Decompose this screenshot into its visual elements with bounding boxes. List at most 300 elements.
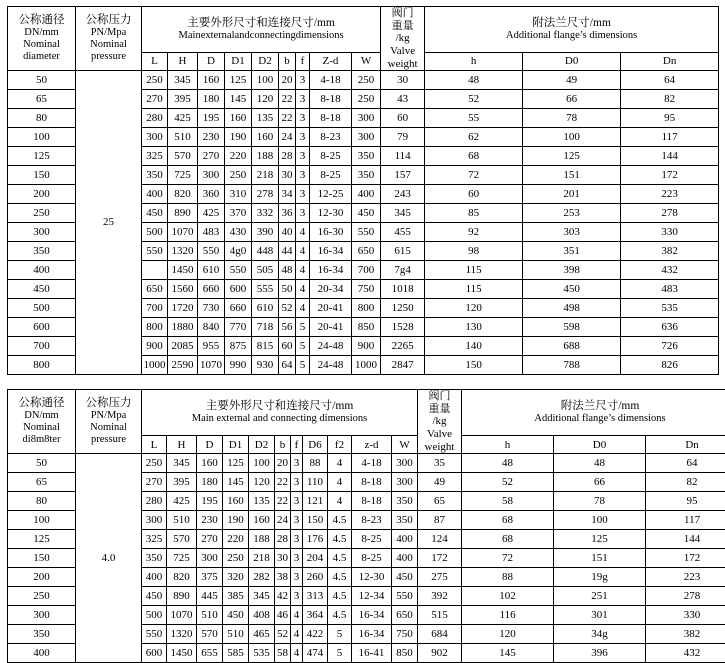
cell-W: 1000 — [352, 356, 381, 375]
cell-L: 250 — [142, 454, 167, 473]
cell-b: 22 — [275, 473, 291, 492]
cell-H: 820 — [167, 568, 197, 587]
cell-D6: 110 — [303, 473, 328, 492]
cell-D: 655 — [197, 644, 223, 663]
cell-b: 20 — [279, 71, 296, 90]
header-pn-cn: 公称压力 — [76, 14, 141, 27]
cell-weight: 275 — [418, 568, 462, 587]
header-dn-cn: 公称通径 — [8, 397, 75, 410]
cell-D1: 125 — [223, 454, 249, 473]
cell-D2: 448 — [252, 242, 279, 261]
cell-D0: 396 — [554, 644, 646, 663]
cell-f: 3 — [296, 204, 310, 223]
cell-L: 280 — [142, 492, 167, 511]
cell-L: 400 — [142, 568, 167, 587]
cell-D6: 121 — [303, 492, 328, 511]
cell-Dn: 382 — [646, 625, 725, 644]
cell-L: 600 — [142, 644, 167, 663]
cell-L: 450 — [142, 204, 168, 223]
cell-D: 483 — [198, 223, 225, 242]
cell-f2: 4 — [328, 454, 352, 473]
cell-b: 24 — [275, 511, 291, 530]
cell-h: 140 — [425, 337, 523, 356]
cell-D1: 385 — [223, 587, 249, 606]
cell-h: 98 — [425, 242, 523, 261]
cell-zd: 12-30 — [352, 568, 392, 587]
cell-Dn: 82 — [621, 90, 719, 109]
cell-h: 68 — [425, 147, 523, 166]
cell-D: 160 — [198, 71, 225, 90]
header-pn-en1: Nominal — [76, 422, 141, 434]
cell-D: 230 — [197, 511, 223, 530]
cell-b: 42 — [275, 587, 291, 606]
cell-H: 1450 — [168, 261, 198, 280]
cell-Dn: 64 — [621, 71, 719, 90]
cell-L: 270 — [142, 473, 167, 492]
cell-f: 4 — [296, 280, 310, 299]
cell-weight: 35 — [418, 454, 462, 473]
header-valve-weight — [381, 7, 425, 71]
cell-D1: 600 — [225, 280, 252, 299]
col-f: f — [291, 436, 303, 454]
table-row — [8, 71, 719, 90]
cell-D2: 930 — [252, 356, 279, 375]
cell-D1: 125 — [225, 71, 252, 90]
cell-D: 270 — [197, 530, 223, 549]
cell-D1: 875 — [225, 337, 252, 356]
cell-H: 725 — [167, 549, 197, 568]
cell-zd: 8-18 — [352, 473, 392, 492]
cell-D2: 345 — [249, 587, 275, 606]
cell-D6: 204 — [303, 549, 328, 568]
cell-D2: 332 — [252, 204, 279, 223]
cell-W: 400 — [352, 185, 381, 204]
cell-weight: 902 — [418, 644, 462, 663]
cell-zd: 16-34 — [352, 606, 392, 625]
cell-L: 250 — [142, 71, 168, 90]
cell-D: 840 — [198, 318, 225, 337]
cell-h: 92 — [425, 223, 523, 242]
cell-D1: 4g0 — [225, 242, 252, 261]
cell-zd: 8-18 — [352, 492, 392, 511]
cell-D2: 218 — [249, 549, 275, 568]
col-D: D — [197, 436, 223, 454]
cell-dn: 350 — [8, 242, 76, 261]
cell-f2: 5 — [328, 644, 352, 663]
cell-dn: 150 — [8, 166, 76, 185]
cell-D0: 351 — [523, 242, 621, 261]
cell-D6: 474 — [303, 644, 328, 663]
header-main-cn: 主要外形尺寸和连接尺寸/mm — [142, 17, 380, 30]
cell-D0: 100 — [523, 128, 621, 147]
cell-D0: 48 — [554, 454, 646, 473]
cell-zd: 16-30 — [310, 223, 352, 242]
cell-W: 800 — [352, 299, 381, 318]
cell-f: 3 — [296, 147, 310, 166]
cell-weight: 172 — [418, 549, 462, 568]
cell-D0: 151 — [554, 549, 646, 568]
col-D2: D2 — [252, 53, 279, 71]
cell-b: 56 — [279, 318, 296, 337]
cell-dn: 150 — [8, 549, 76, 568]
cell-D1: 160 — [225, 109, 252, 128]
cell-H: 1560 — [168, 280, 198, 299]
cell-D: 160 — [197, 454, 223, 473]
header-weight-en1: Valve — [418, 428, 461, 441]
col-D0: D0 — [554, 436, 646, 454]
cell-D2: 100 — [249, 454, 275, 473]
cell-D0: 251 — [554, 587, 646, 606]
cell-Dn: 172 — [646, 549, 725, 568]
cell-D1: 430 — [225, 223, 252, 242]
header-main-dimensions — [142, 7, 381, 53]
cell-D: 375 — [197, 568, 223, 587]
cell-f: 3 — [291, 568, 303, 587]
header-main-cn: 主要外形尺寸和连接尺寸/mm — [142, 400, 417, 413]
cell-D1: 450 — [223, 606, 249, 625]
cell-D0: 78 — [554, 492, 646, 511]
cell-L: 400 — [142, 185, 168, 204]
cell-f: 3 — [296, 109, 310, 128]
cell-D2: 718 — [252, 318, 279, 337]
cell-zd: 16-34 — [352, 625, 392, 644]
cell-L: 325 — [142, 147, 168, 166]
cell-zd: 8-25 — [310, 166, 352, 185]
cell-dn: 200 — [8, 185, 76, 204]
header-dn-en1: Nominal — [8, 422, 75, 434]
cell-b: 30 — [279, 166, 296, 185]
cell-L: 350 — [142, 166, 168, 185]
cell-zd: 24-48 — [310, 356, 352, 375]
cell-h: 120 — [425, 299, 523, 318]
cell-h: 145 — [462, 644, 554, 663]
cell-weight: 7g4 — [381, 261, 425, 280]
col-L: L — [142, 53, 168, 71]
cell-zd: 4-18 — [310, 71, 352, 90]
col-zd: z-d — [352, 436, 392, 454]
header-flange-cn: 附法兰尺寸/mm — [462, 400, 725, 413]
col-H: H — [168, 53, 198, 71]
cell-b: 52 — [275, 625, 291, 644]
cell-Dn: 330 — [621, 223, 719, 242]
cell-D1: 320 — [223, 568, 249, 587]
header-nominal-pressure — [76, 390, 142, 454]
cell-h: 55 — [425, 109, 523, 128]
cell-f: 4 — [296, 242, 310, 261]
cell-weight: 114 — [381, 147, 425, 166]
cell-dn: 250 — [8, 204, 76, 223]
cell-D: 570 — [197, 625, 223, 644]
cell-dn: 500 — [8, 299, 76, 318]
cell-W: 400 — [392, 530, 418, 549]
cell-L — [142, 261, 168, 280]
valve-dimensions-table-pn40 — [7, 389, 725, 663]
header-main-en: Main external and connecting dimensions — [142, 413, 417, 425]
cell-b: 50 — [279, 280, 296, 299]
header-dn-unit: DN/mm — [8, 410, 75, 422]
cell-D1: 250 — [225, 166, 252, 185]
cell-Dn: 483 — [621, 280, 719, 299]
cell-nominal-pressure: 25 — [76, 71, 142, 375]
header-pn-unit: PN/Mpa — [76, 27, 141, 39]
cell-D2: 120 — [249, 473, 275, 492]
cell-D: 180 — [197, 473, 223, 492]
cell-H: 1880 — [168, 318, 198, 337]
cell-zd: 16-34 — [310, 261, 352, 280]
cell-D: 195 — [198, 109, 225, 128]
cell-L: 300 — [142, 511, 167, 530]
cell-b: 28 — [275, 530, 291, 549]
cell-dn: 100 — [8, 511, 76, 530]
cell-f: 3 — [291, 549, 303, 568]
header-pn-en2: pressure — [76, 51, 141, 63]
cell-D2: 188 — [252, 147, 279, 166]
header-nominal-pressure — [76, 7, 142, 71]
cell-L: 700 — [142, 299, 168, 318]
cell-D: 425 — [198, 204, 225, 223]
cell-W: 750 — [352, 280, 381, 299]
cell-h: 68 — [462, 511, 554, 530]
cell-dn: 300 — [8, 223, 76, 242]
cell-D0: 598 — [523, 318, 621, 337]
cell-D1: 510 — [223, 625, 249, 644]
cell-b: 38 — [275, 568, 291, 587]
cell-W: 650 — [392, 606, 418, 625]
cell-D: 730 — [198, 299, 225, 318]
cell-D6: 88 — [303, 454, 328, 473]
cell-b: 46 — [275, 606, 291, 625]
cell-dn: 65 — [8, 473, 76, 492]
cell-h: 72 — [425, 166, 523, 185]
header-main-dimensions — [142, 390, 418, 436]
cell-h: 48 — [425, 71, 523, 90]
cell-L: 500 — [142, 606, 167, 625]
cell-Dn: 726 — [621, 337, 719, 356]
cell-f: 5 — [296, 318, 310, 337]
cell-L: 350 — [142, 549, 167, 568]
cell-f: 3 — [291, 454, 303, 473]
cell-Dn: 95 — [646, 492, 725, 511]
cell-H: 890 — [167, 587, 197, 606]
cell-D2: 282 — [249, 568, 275, 587]
cell-D: 195 — [197, 492, 223, 511]
cell-W: 300 — [392, 454, 418, 473]
cell-D: 230 — [198, 128, 225, 147]
cell-zd: 16-41 — [352, 644, 392, 663]
cell-D2: 555 — [252, 280, 279, 299]
cell-f2: 4.5 — [328, 606, 352, 625]
cell-Dn: 432 — [621, 261, 719, 280]
cell-f: 5 — [296, 337, 310, 356]
cell-weight: 49 — [418, 473, 462, 492]
cell-H: 1320 — [167, 625, 197, 644]
cell-weight: 243 — [381, 185, 425, 204]
cell-H: 2085 — [168, 337, 198, 356]
cell-b: 44 — [279, 242, 296, 261]
cell-D: 300 — [198, 166, 225, 185]
cell-D: 300 — [197, 549, 223, 568]
cell-W: 350 — [392, 492, 418, 511]
cell-f: 5 — [296, 356, 310, 375]
col-D: D — [198, 53, 225, 71]
cell-D0: 688 — [523, 337, 621, 356]
cell-b: 30 — [275, 549, 291, 568]
cell-D1: 190 — [225, 128, 252, 147]
table-header-row — [8, 7, 719, 53]
cell-h: 120 — [462, 625, 554, 644]
header-main-en: Mainexternalandconnectingdimensions — [142, 30, 380, 42]
cell-D0: 253 — [523, 204, 621, 223]
cell-b: 20 — [275, 454, 291, 473]
cell-D: 550 — [198, 242, 225, 261]
cell-dn: 125 — [8, 530, 76, 549]
header-weight-unit: /kg — [418, 415, 461, 428]
cell-D2: 610 — [252, 299, 279, 318]
cell-dn: 300 — [8, 606, 76, 625]
cell-D6: 260 — [303, 568, 328, 587]
cell-weight: 65 — [418, 492, 462, 511]
cell-H: 510 — [167, 511, 197, 530]
cell-f: 4 — [296, 261, 310, 280]
cell-weight: 345 — [381, 204, 425, 223]
cell-b: 28 — [279, 147, 296, 166]
cell-D2: 120 — [252, 90, 279, 109]
cell-D2: 390 — [252, 223, 279, 242]
cell-H: 1070 — [168, 223, 198, 242]
cell-H: 1070 — [167, 606, 197, 625]
cell-D1: 160 — [223, 492, 249, 511]
cell-dn: 400 — [8, 644, 76, 663]
cell-Dn: 535 — [621, 299, 719, 318]
cell-f: 4 — [291, 606, 303, 625]
cell-H: 1720 — [168, 299, 198, 318]
valve-dimensions-table-pn25 — [7, 6, 719, 375]
cell-D: 1070 — [198, 356, 225, 375]
cell-H: 425 — [168, 109, 198, 128]
cell-D: 610 — [198, 261, 225, 280]
cell-Dn: 223 — [621, 185, 719, 204]
table-row — [8, 454, 725, 473]
cell-weight: 2847 — [381, 356, 425, 375]
cell-zd: 8-25 — [310, 147, 352, 166]
cell-D6: 176 — [303, 530, 328, 549]
col-W: W — [352, 53, 381, 71]
cell-Dn: 636 — [621, 318, 719, 337]
cell-D6: 313 — [303, 587, 328, 606]
cell-H: 820 — [168, 185, 198, 204]
cell-D1: 990 — [225, 356, 252, 375]
col-Dn: Dn — [621, 53, 719, 71]
header-weight-cn2: 重量 — [381, 20, 424, 33]
cell-h: 62 — [425, 128, 523, 147]
col-b: b — [275, 436, 291, 454]
cell-D0: 303 — [523, 223, 621, 242]
cell-b: 22 — [275, 492, 291, 511]
cell-h: 52 — [425, 90, 523, 109]
header-flange-en: Additional flange’s dimensions — [425, 30, 718, 42]
cell-H: 345 — [167, 454, 197, 473]
col-zd: Z-d — [310, 53, 352, 71]
cell-L: 550 — [142, 625, 167, 644]
cell-D1: 770 — [225, 318, 252, 337]
cell-D0: 788 — [523, 356, 621, 375]
cell-W: 700 — [352, 261, 381, 280]
cell-D2: 100 — [252, 71, 279, 90]
cell-Dn: 330 — [646, 606, 725, 625]
cell-zd: 12-25 — [310, 185, 352, 204]
col-D1: D1 — [225, 53, 252, 71]
cell-b: 34 — [279, 185, 296, 204]
cell-L: 280 — [142, 109, 168, 128]
header-weight-en2: weight — [418, 441, 461, 454]
header-flange-dimensions — [425, 7, 719, 53]
cell-D1: 660 — [225, 299, 252, 318]
col-D0: D0 — [523, 53, 621, 71]
cell-W: 250 — [352, 71, 381, 90]
cell-weight: 87 — [418, 511, 462, 530]
cell-dn: 450 — [8, 280, 76, 299]
col-W: W — [392, 436, 418, 454]
cell-h: 115 — [425, 261, 523, 280]
col-D1: D1 — [223, 436, 249, 454]
header-pn-en2: pressure — [76, 434, 141, 446]
cell-b: 40 — [279, 223, 296, 242]
cell-b: 22 — [279, 90, 296, 109]
cell-D1: 250 — [223, 549, 249, 568]
cell-weight: 455 — [381, 223, 425, 242]
cell-L: 1000 — [142, 356, 168, 375]
header-dn-en1: Nominal — [8, 39, 75, 51]
cell-Dn: 64 — [646, 454, 725, 473]
cell-D: 270 — [198, 147, 225, 166]
cell-Dn: 117 — [646, 511, 725, 530]
cell-W: 250 — [352, 90, 381, 109]
cell-D0: 78 — [523, 109, 621, 128]
cell-W: 650 — [352, 242, 381, 261]
col-h: h — [425, 53, 523, 71]
col-Dn: Dn — [646, 436, 725, 454]
cell-D0: 100 — [554, 511, 646, 530]
cell-Dn: 144 — [646, 530, 725, 549]
cell-f2: 4 — [328, 492, 352, 511]
cell-H: 510 — [168, 128, 198, 147]
cell-W: 550 — [392, 587, 418, 606]
cell-D1: 585 — [223, 644, 249, 663]
cell-D1: 145 — [225, 90, 252, 109]
cell-dn: 800 — [8, 356, 76, 375]
cell-H: 2590 — [168, 356, 198, 375]
cell-f: 3 — [291, 587, 303, 606]
header-pn-cn: 公称压力 — [76, 397, 141, 410]
cell-f: 4 — [296, 299, 310, 318]
cell-D: 510 — [197, 606, 223, 625]
header-pn-en1: Nominal — [76, 39, 141, 51]
cell-b: 48 — [279, 261, 296, 280]
cell-D6: 364 — [303, 606, 328, 625]
cell-zd: 8-23 — [352, 511, 392, 530]
cell-L: 270 — [142, 90, 168, 109]
cell-Dn: 382 — [621, 242, 719, 261]
cell-zd: 8-18 — [310, 90, 352, 109]
cell-h: 60 — [425, 185, 523, 204]
cell-W: 300 — [392, 473, 418, 492]
col-f2: f2 — [328, 436, 352, 454]
cell-zd: 8-23 — [310, 128, 352, 147]
cell-H: 425 — [167, 492, 197, 511]
cell-b: 60 — [279, 337, 296, 356]
cell-W: 900 — [352, 337, 381, 356]
cell-H: 395 — [168, 90, 198, 109]
